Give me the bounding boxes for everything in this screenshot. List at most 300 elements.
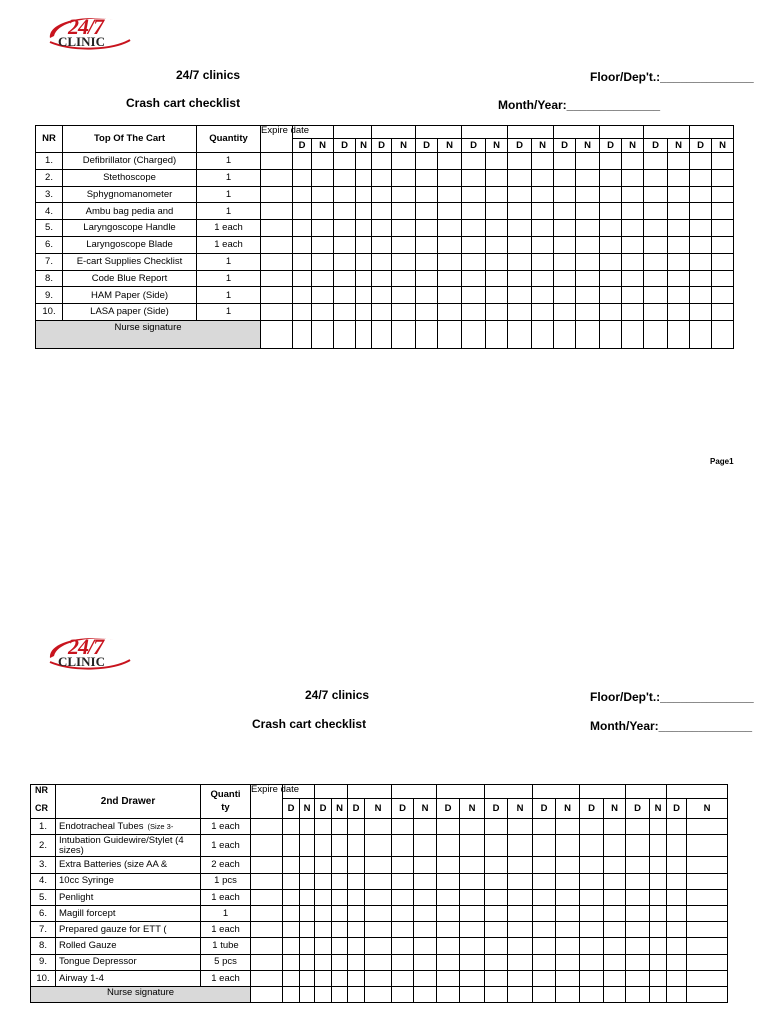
night-check-cell[interactable]	[687, 954, 728, 970]
signature-cell[interactable]	[300, 986, 315, 1002]
night-check-cell[interactable]	[392, 287, 416, 304]
day-check-cell[interactable]	[508, 186, 532, 203]
day-check-cell[interactable]	[315, 835, 332, 857]
night-check-cell[interactable]	[687, 819, 728, 835]
night-check-cell[interactable]	[332, 922, 348, 938]
night-check-cell[interactable]	[604, 889, 626, 905]
night-check-cell[interactable]	[622, 287, 644, 304]
signature-cell[interactable]	[532, 320, 554, 348]
day-check-cell[interactable]	[416, 253, 438, 270]
night-check-cell[interactable]	[438, 153, 462, 170]
signature-cell[interactable]	[416, 320, 438, 348]
day-check-cell[interactable]	[690, 220, 712, 237]
day-check-cell[interactable]	[334, 220, 356, 237]
day-check-cell[interactable]	[293, 169, 312, 186]
day-check-cell[interactable]	[392, 835, 414, 857]
day-check-cell[interactable]	[554, 169, 576, 186]
day-check-cell[interactable]	[600, 203, 622, 220]
signature-cell[interactable]	[533, 986, 556, 1002]
day-check-cell[interactable]	[392, 938, 414, 954]
day-check-cell[interactable]	[554, 270, 576, 287]
expire-date-cell[interactable]	[251, 954, 283, 970]
day-check-cell[interactable]	[437, 954, 460, 970]
signature-cell[interactable]	[283, 986, 300, 1002]
day-check-cell[interactable]	[644, 220, 668, 237]
night-check-cell[interactable]	[650, 954, 667, 970]
day-check-cell[interactable]	[600, 270, 622, 287]
day-check-cell[interactable]	[508, 203, 532, 220]
day-check-cell[interactable]	[283, 819, 300, 835]
night-check-cell[interactable]	[460, 905, 485, 921]
night-check-cell[interactable]	[486, 236, 508, 253]
day-check-cell[interactable]	[485, 835, 508, 857]
day-check-cell[interactable]	[690, 270, 712, 287]
day-check-cell[interactable]	[600, 220, 622, 237]
day-check-cell[interactable]	[348, 873, 365, 889]
night-check-cell[interactable]	[576, 236, 600, 253]
night-check-cell[interactable]	[622, 304, 644, 321]
night-check-cell[interactable]	[438, 304, 462, 321]
day-check-cell[interactable]	[533, 954, 556, 970]
day-check-cell[interactable]	[283, 857, 300, 873]
day-check-cell[interactable]	[348, 922, 365, 938]
night-check-cell[interactable]	[300, 922, 315, 938]
night-check-cell[interactable]	[508, 857, 533, 873]
night-check-cell[interactable]	[687, 938, 728, 954]
night-check-cell[interactable]	[668, 304, 690, 321]
night-check-cell[interactable]	[438, 220, 462, 237]
day-check-cell[interactable]	[690, 304, 712, 321]
night-check-cell[interactable]	[556, 954, 580, 970]
signature-cell[interactable]	[251, 986, 283, 1002]
day-check-cell[interactable]	[348, 857, 365, 873]
day-check-cell[interactable]	[315, 922, 332, 938]
signature-cell[interactable]	[462, 320, 486, 348]
night-check-cell[interactable]	[312, 270, 334, 287]
signature-cell[interactable]	[486, 320, 508, 348]
expire-date-cell[interactable]	[251, 905, 283, 921]
day-check-cell[interactable]	[392, 922, 414, 938]
night-check-cell[interactable]	[712, 236, 734, 253]
day-check-cell[interactable]	[554, 287, 576, 304]
expire-date-cell[interactable]	[251, 835, 283, 857]
night-check-cell[interactable]	[460, 857, 485, 873]
night-check-cell[interactable]	[668, 287, 690, 304]
day-check-cell[interactable]	[283, 970, 300, 986]
day-check-cell[interactable]	[600, 153, 622, 170]
night-check-cell[interactable]	[622, 203, 644, 220]
day-check-cell[interactable]	[626, 873, 650, 889]
night-check-cell[interactable]	[622, 220, 644, 237]
expire-date-cell[interactable]	[261, 253, 293, 270]
day-check-cell[interactable]	[580, 835, 604, 857]
day-check-cell[interactable]	[416, 220, 438, 237]
expire-date-cell[interactable]	[261, 236, 293, 253]
night-check-cell[interactable]	[604, 970, 626, 986]
day-check-cell[interactable]	[293, 153, 312, 170]
signature-cell[interactable]	[687, 986, 728, 1002]
day-check-cell[interactable]	[626, 905, 650, 921]
night-check-cell[interactable]	[532, 253, 554, 270]
day-check-cell[interactable]	[508, 304, 532, 321]
day-check-cell[interactable]	[533, 922, 556, 938]
night-check-cell[interactable]	[356, 236, 372, 253]
night-check-cell[interactable]	[650, 873, 667, 889]
night-check-cell[interactable]	[622, 253, 644, 270]
day-check-cell[interactable]	[667, 819, 687, 835]
night-check-cell[interactable]	[438, 287, 462, 304]
day-check-cell[interactable]	[600, 287, 622, 304]
day-check-cell[interactable]	[334, 253, 356, 270]
night-check-cell[interactable]	[650, 857, 667, 873]
signature-cell[interactable]	[576, 320, 600, 348]
day-check-cell[interactable]	[580, 954, 604, 970]
night-check-cell[interactable]	[508, 922, 533, 938]
day-check-cell[interactable]	[315, 873, 332, 889]
day-check-cell[interactable]	[554, 203, 576, 220]
expire-date-cell[interactable]	[261, 153, 293, 170]
day-check-cell[interactable]	[533, 857, 556, 873]
night-check-cell[interactable]	[486, 153, 508, 170]
day-check-cell[interactable]	[554, 236, 576, 253]
day-check-cell[interactable]	[644, 287, 668, 304]
day-check-cell[interactable]	[644, 253, 668, 270]
night-check-cell[interactable]	[532, 153, 554, 170]
night-check-cell[interactable]	[532, 287, 554, 304]
day-check-cell[interactable]	[508, 220, 532, 237]
day-check-cell[interactable]	[462, 304, 486, 321]
day-check-cell[interactable]	[437, 873, 460, 889]
day-check-cell[interactable]	[334, 203, 356, 220]
night-check-cell[interactable]	[365, 954, 392, 970]
day-check-cell[interactable]	[485, 954, 508, 970]
night-check-cell[interactable]	[312, 304, 334, 321]
night-check-cell[interactable]	[414, 970, 437, 986]
day-check-cell[interactable]	[485, 819, 508, 835]
night-check-cell[interactable]	[392, 253, 416, 270]
signature-cell[interactable]	[556, 986, 580, 1002]
night-check-cell[interactable]	[300, 889, 315, 905]
night-check-cell[interactable]	[392, 304, 416, 321]
night-check-cell[interactable]	[365, 889, 392, 905]
day-check-cell[interactable]	[580, 905, 604, 921]
night-check-cell[interactable]	[392, 169, 416, 186]
night-check-cell[interactable]	[356, 169, 372, 186]
day-check-cell[interactable]	[667, 922, 687, 938]
night-check-cell[interactable]	[576, 304, 600, 321]
day-check-cell[interactable]	[416, 186, 438, 203]
day-check-cell[interactable]	[626, 922, 650, 938]
day-check-cell[interactable]	[485, 970, 508, 986]
night-check-cell[interactable]	[556, 873, 580, 889]
day-check-cell[interactable]	[372, 220, 392, 237]
signature-cell[interactable]	[508, 986, 533, 1002]
signature-cell[interactable]	[293, 320, 312, 348]
day-check-cell[interactable]	[372, 236, 392, 253]
day-check-cell[interactable]	[283, 922, 300, 938]
night-check-cell[interactable]	[460, 938, 485, 954]
day-check-cell[interactable]	[334, 153, 356, 170]
day-check-cell[interactable]	[644, 186, 668, 203]
signature-cell[interactable]	[668, 320, 690, 348]
night-check-cell[interactable]	[687, 970, 728, 986]
day-check-cell[interactable]	[392, 819, 414, 835]
night-check-cell[interactable]	[460, 922, 485, 938]
night-check-cell[interactable]	[712, 153, 734, 170]
night-check-cell[interactable]	[486, 287, 508, 304]
day-check-cell[interactable]	[533, 835, 556, 857]
day-check-cell[interactable]	[437, 938, 460, 954]
day-check-cell[interactable]	[580, 819, 604, 835]
day-check-cell[interactable]	[667, 873, 687, 889]
day-check-cell[interactable]	[372, 186, 392, 203]
night-check-cell[interactable]	[622, 153, 644, 170]
night-check-cell[interactable]	[508, 835, 533, 857]
day-check-cell[interactable]	[580, 857, 604, 873]
day-check-cell[interactable]	[437, 819, 460, 835]
day-check-cell[interactable]	[348, 954, 365, 970]
night-check-cell[interactable]	[576, 186, 600, 203]
day-check-cell[interactable]	[416, 287, 438, 304]
night-check-cell[interactable]	[438, 169, 462, 186]
day-check-cell[interactable]	[580, 922, 604, 938]
night-check-cell[interactable]	[650, 922, 667, 938]
expire-date-cell[interactable]	[251, 970, 283, 986]
night-check-cell[interactable]	[414, 857, 437, 873]
night-check-cell[interactable]	[576, 169, 600, 186]
day-check-cell[interactable]	[644, 169, 668, 186]
day-check-cell[interactable]	[437, 835, 460, 857]
night-check-cell[interactable]	[556, 922, 580, 938]
day-check-cell[interactable]	[690, 153, 712, 170]
night-check-cell[interactable]	[508, 954, 533, 970]
night-check-cell[interactable]	[312, 153, 334, 170]
day-check-cell[interactable]	[372, 153, 392, 170]
day-check-cell[interactable]	[600, 236, 622, 253]
day-check-cell[interactable]	[533, 889, 556, 905]
day-check-cell[interactable]	[600, 304, 622, 321]
night-check-cell[interactable]	[712, 253, 734, 270]
night-check-cell[interactable]	[668, 203, 690, 220]
night-check-cell[interactable]	[556, 905, 580, 921]
night-check-cell[interactable]	[414, 938, 437, 954]
expire-date-cell[interactable]	[251, 873, 283, 889]
night-check-cell[interactable]	[460, 889, 485, 905]
day-check-cell[interactable]	[485, 889, 508, 905]
signature-cell[interactable]	[508, 320, 532, 348]
day-check-cell[interactable]	[644, 203, 668, 220]
night-check-cell[interactable]	[460, 873, 485, 889]
night-check-cell[interactable]	[300, 857, 315, 873]
expire-date-cell[interactable]	[261, 287, 293, 304]
day-check-cell[interactable]	[348, 889, 365, 905]
night-check-cell[interactable]	[365, 857, 392, 873]
day-check-cell[interactable]	[626, 889, 650, 905]
day-check-cell[interactable]	[334, 236, 356, 253]
night-check-cell[interactable]	[365, 835, 392, 857]
night-check-cell[interactable]	[356, 304, 372, 321]
night-check-cell[interactable]	[604, 857, 626, 873]
night-check-cell[interactable]	[532, 220, 554, 237]
day-check-cell[interactable]	[554, 220, 576, 237]
night-check-cell[interactable]	[668, 169, 690, 186]
day-check-cell[interactable]	[416, 236, 438, 253]
signature-cell[interactable]	[460, 986, 485, 1002]
day-check-cell[interactable]	[334, 169, 356, 186]
day-check-cell[interactable]	[533, 905, 556, 921]
night-check-cell[interactable]	[414, 873, 437, 889]
night-check-cell[interactable]	[508, 889, 533, 905]
night-check-cell[interactable]	[438, 186, 462, 203]
day-check-cell[interactable]	[554, 253, 576, 270]
night-check-cell[interactable]	[438, 203, 462, 220]
day-check-cell[interactable]	[283, 889, 300, 905]
day-check-cell[interactable]	[293, 203, 312, 220]
day-check-cell[interactable]	[348, 819, 365, 835]
night-check-cell[interactable]	[392, 153, 416, 170]
day-check-cell[interactable]	[416, 153, 438, 170]
night-check-cell[interactable]	[414, 889, 437, 905]
night-check-cell[interactable]	[712, 287, 734, 304]
night-check-cell[interactable]	[365, 938, 392, 954]
night-check-cell[interactable]	[312, 186, 334, 203]
day-check-cell[interactable]	[348, 938, 365, 954]
day-check-cell[interactable]	[533, 970, 556, 986]
night-check-cell[interactable]	[604, 938, 626, 954]
night-check-cell[interactable]	[604, 873, 626, 889]
night-check-cell[interactable]	[687, 905, 728, 921]
night-check-cell[interactable]	[365, 873, 392, 889]
night-check-cell[interactable]	[356, 270, 372, 287]
night-check-cell[interactable]	[486, 253, 508, 270]
signature-cell[interactable]	[312, 320, 334, 348]
day-check-cell[interactable]	[690, 236, 712, 253]
night-check-cell[interactable]	[622, 236, 644, 253]
day-check-cell[interactable]	[293, 304, 312, 321]
day-check-cell[interactable]	[554, 186, 576, 203]
day-check-cell[interactable]	[315, 819, 332, 835]
day-check-cell[interactable]	[437, 857, 460, 873]
day-check-cell[interactable]	[626, 819, 650, 835]
day-check-cell[interactable]	[508, 169, 532, 186]
night-check-cell[interactable]	[650, 835, 667, 857]
day-check-cell[interactable]	[667, 970, 687, 986]
expire-date-cell[interactable]	[261, 304, 293, 321]
day-check-cell[interactable]	[392, 905, 414, 921]
night-check-cell[interactable]	[438, 253, 462, 270]
day-check-cell[interactable]	[644, 236, 668, 253]
night-check-cell[interactable]	[556, 889, 580, 905]
day-check-cell[interactable]	[600, 253, 622, 270]
night-check-cell[interactable]	[392, 270, 416, 287]
night-check-cell[interactable]	[576, 153, 600, 170]
day-check-cell[interactable]	[462, 153, 486, 170]
day-check-cell[interactable]	[462, 236, 486, 253]
night-check-cell[interactable]	[332, 954, 348, 970]
night-check-cell[interactable]	[556, 938, 580, 954]
day-check-cell[interactable]	[462, 186, 486, 203]
day-check-cell[interactable]	[315, 905, 332, 921]
day-check-cell[interactable]	[462, 287, 486, 304]
day-check-cell[interactable]	[372, 270, 392, 287]
night-check-cell[interactable]	[332, 938, 348, 954]
day-check-cell[interactable]	[690, 287, 712, 304]
day-check-cell[interactable]	[315, 857, 332, 873]
night-check-cell[interactable]	[312, 287, 334, 304]
night-check-cell[interactable]	[332, 857, 348, 873]
signature-cell[interactable]	[438, 320, 462, 348]
day-check-cell[interactable]	[667, 938, 687, 954]
signature-cell[interactable]	[485, 986, 508, 1002]
signature-cell[interactable]	[600, 320, 622, 348]
day-check-cell[interactable]	[315, 954, 332, 970]
night-check-cell[interactable]	[622, 186, 644, 203]
night-check-cell[interactable]	[438, 270, 462, 287]
night-check-cell[interactable]	[486, 169, 508, 186]
expire-date-cell[interactable]	[251, 889, 283, 905]
night-check-cell[interactable]	[604, 819, 626, 835]
night-check-cell[interactable]	[576, 270, 600, 287]
night-check-cell[interactable]	[650, 889, 667, 905]
night-check-cell[interactable]	[332, 835, 348, 857]
night-check-cell[interactable]	[604, 922, 626, 938]
day-check-cell[interactable]	[416, 270, 438, 287]
night-check-cell[interactable]	[712, 270, 734, 287]
night-check-cell[interactable]	[392, 220, 416, 237]
signature-cell[interactable]	[334, 320, 356, 348]
night-check-cell[interactable]	[312, 169, 334, 186]
signature-cell[interactable]	[622, 320, 644, 348]
night-check-cell[interactable]	[438, 236, 462, 253]
night-check-cell[interactable]	[650, 938, 667, 954]
day-check-cell[interactable]	[626, 938, 650, 954]
night-check-cell[interactable]	[300, 905, 315, 921]
night-check-cell[interactable]	[532, 270, 554, 287]
day-check-cell[interactable]	[690, 203, 712, 220]
night-check-cell[interactable]	[460, 954, 485, 970]
signature-cell[interactable]	[392, 986, 414, 1002]
night-check-cell[interactable]	[332, 873, 348, 889]
night-check-cell[interactable]	[712, 203, 734, 220]
night-check-cell[interactable]	[668, 153, 690, 170]
night-check-cell[interactable]	[300, 954, 315, 970]
night-check-cell[interactable]	[604, 905, 626, 921]
night-check-cell[interactable]	[508, 873, 533, 889]
signature-cell[interactable]	[580, 986, 604, 1002]
night-check-cell[interactable]	[356, 287, 372, 304]
day-check-cell[interactable]	[334, 287, 356, 304]
night-check-cell[interactable]	[332, 889, 348, 905]
night-check-cell[interactable]	[668, 253, 690, 270]
day-check-cell[interactable]	[554, 153, 576, 170]
night-check-cell[interactable]	[365, 819, 392, 835]
day-check-cell[interactable]	[554, 304, 576, 321]
night-check-cell[interactable]	[650, 819, 667, 835]
day-check-cell[interactable]	[508, 253, 532, 270]
day-check-cell[interactable]	[626, 835, 650, 857]
day-check-cell[interactable]	[667, 857, 687, 873]
expire-date-cell[interactable]	[251, 938, 283, 954]
expire-date-cell[interactable]	[261, 169, 293, 186]
day-check-cell[interactable]	[485, 873, 508, 889]
expire-date-cell[interactable]	[261, 270, 293, 287]
night-check-cell[interactable]	[668, 220, 690, 237]
signature-cell[interactable]	[650, 986, 667, 1002]
day-check-cell[interactable]	[644, 304, 668, 321]
signature-cell[interactable]	[644, 320, 668, 348]
night-check-cell[interactable]	[414, 922, 437, 938]
night-check-cell[interactable]	[312, 203, 334, 220]
